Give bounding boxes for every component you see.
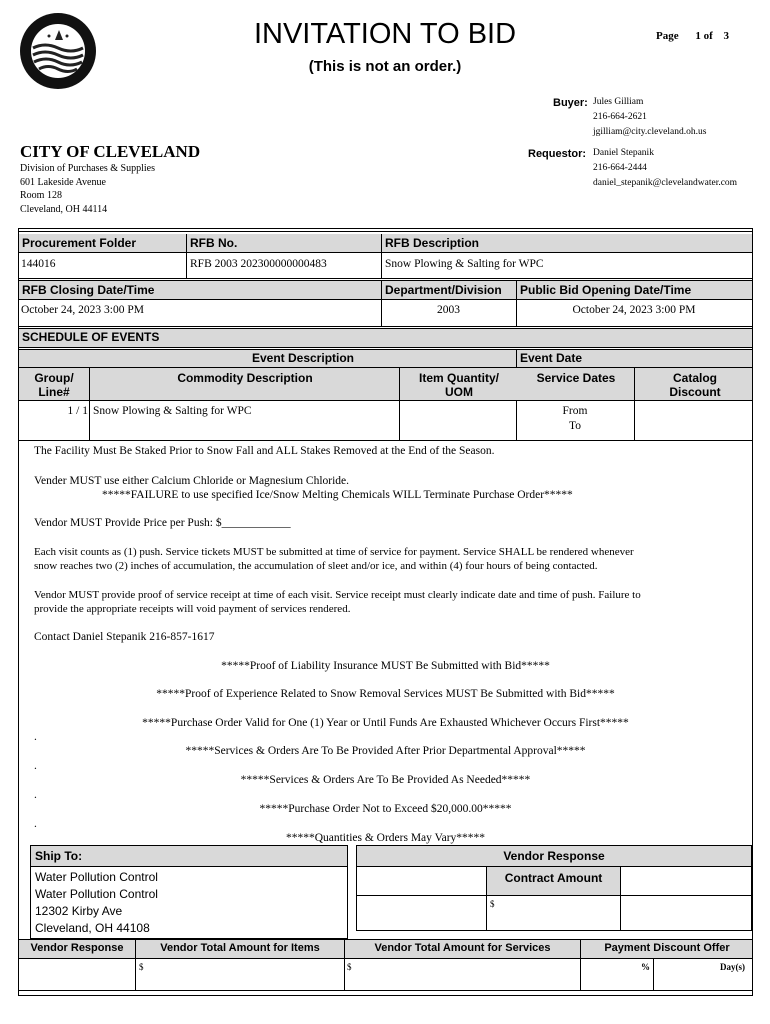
col-qty: Item Quantity/ UOM — [418, 371, 499, 399]
note-dot-2: . — [34, 760, 37, 772]
col-vendor-items: Vendor Total Amount for Items — [160, 942, 320, 954]
note-contact: Contact Daniel Stepanik 216-857-1617 — [34, 631, 215, 643]
requestor-email[interactable]: daniel_stepanik@clevelandwater.com — [593, 178, 738, 188]
buyer-name: Jules Gilliam — [593, 97, 644, 107]
col-commodity: Commodity Description — [177, 371, 313, 385]
col-service: Service Dates — [536, 371, 616, 385]
note-as-needed: *****Services & Orders Are To Be Provided As Needed***** — [240, 774, 531, 786]
ship-to-line-3: 12302 Kirby Ave — [35, 904, 123, 918]
col-payment-discount: Payment Discount Offer — [604, 942, 730, 954]
schedule-label: SCHEDULE OF EVENTS — [22, 330, 160, 344]
ship-to-line-2: Water Pollution Control — [35, 887, 158, 901]
document-title: INVITATION TO BID — [253, 18, 517, 50]
vendor-response-title: Vendor Response — [503, 849, 605, 863]
note-visit-2: snow reaches two (2) inches of accumulation, the accumulation of sleet and/or ice, and within (4) four hours of being contacted. — [34, 560, 598, 572]
dept-value: 2003 — [437, 304, 460, 316]
requestor-name: Daniel Stepanik — [593, 148, 654, 158]
note-experience: *****Proof of Experience Related to Snow Removal Services MUST Be Submitted with Bid***** — [156, 688, 615, 700]
note-dot-3: . — [34, 789, 37, 801]
rfb-no-value: RFB 2003 202300000000483 — [190, 258, 327, 270]
contract-amount-input[interactable] — [500, 897, 618, 927]
page-total: 3 — [723, 30, 730, 42]
items-amount-input[interactable] — [148, 960, 342, 989]
note-failure: *****FAILURE to use specified Ice/Snow Melting Chemicals WILL Terminate Purchase Order***** — [102, 489, 573, 501]
dept-label: Department/Division — [385, 283, 502, 297]
note-liability: *****Proof of Liability Insurance MUST Be Submitted with Bid***** — [221, 660, 550, 672]
vendor-response-input[interactable] — [20, 960, 134, 989]
page-indicator — [656, 30, 729, 42]
event-date-label: Event Date — [520, 351, 583, 365]
row-from: From — [562, 405, 588, 417]
note-proof-2: provide the appropriate receipts will void payment of services rendered. — [34, 603, 351, 615]
procurement-folder-label: Procurement Folder — [22, 236, 137, 250]
buyer-contact — [593, 95, 706, 140]
discount-days-input[interactable] — [655, 960, 717, 989]
note-chemicals: Vender MUST use either Calcium Chloride or Magnesium Chloride. — [34, 475, 350, 487]
col-group: Group/ Line# — [34, 371, 74, 399]
note-proof-1: Vendor MUST provide proof of service receipt at time of each visit. Service receipt must clearly indicate date and time of push. Failure to — [34, 589, 641, 601]
org-name: CITY OF CLEVELAND — [20, 142, 201, 161]
ship-to-label: Ship To: — [35, 849, 83, 863]
ship-to-line-1: Water Pollution Control — [35, 870, 158, 884]
services-amount-input[interactable] — [356, 960, 578, 989]
note-quantities: *****Quantities & Orders May Vary***** — [285, 832, 486, 844]
requestor-phone: 216-664-2444 — [593, 163, 647, 173]
contract-amount-label: Contract Amount — [504, 871, 603, 885]
page-label: Page — [656, 30, 679, 42]
org-street: 601 Lakeside Avenue — [20, 176, 106, 188]
event-desc-label: Event Description — [251, 351, 355, 365]
discount-percent-unit: % — [641, 962, 650, 972]
note-price-per-push: Vendor MUST Provide Price per Push: $____________ — [34, 517, 291, 529]
buyer-email[interactable]: jgilliam@city.cleveland.oh.us — [593, 127, 707, 137]
discount-days-unit: Day(s) — [720, 962, 745, 972]
procurement-folder-value: 144016 — [21, 258, 56, 270]
rfb-desc-label: RFB Description — [385, 236, 480, 250]
buyer-phone: 216-664-2621 — [593, 112, 647, 122]
requestor-contact — [593, 146, 737, 191]
note-dot-4: . — [34, 818, 37, 830]
rfb-desc-value: Snow Plowing & Salting for WPC — [385, 258, 544, 270]
col-vendor-services: Vendor Total Amount for Services — [374, 942, 551, 954]
rfb-no-label: RFB No. — [190, 236, 238, 250]
closing-label: RFB Closing Date/Time — [22, 283, 155, 297]
page-number: 1 — [695, 30, 701, 42]
col-vendor-response: Vendor Response — [30, 942, 124, 954]
buyer-label: Buyer: — [553, 97, 588, 109]
note-dot-1: . — [34, 731, 37, 743]
note-po-valid: *****Purchase Order Valid for One (1) Year or Until Funds Are Exhausted Whichever Occurs First***** — [142, 717, 629, 729]
opening-value: October 24, 2023 3:00 PM — [572, 304, 696, 316]
note-visit-1: Each visit counts as (1) push. Service tickets MUST be submitted at time of service for payment. Service SHALL be rendered whenever — [34, 546, 634, 558]
row-to: To — [569, 420, 581, 432]
services-currency: $ — [347, 962, 352, 972]
requestor-label: Requestor: — [528, 148, 587, 160]
note-stakes: The Facility Must Be Staked Prior to Snow Fall and ALL Stakes Removed at the End of the Season. — [34, 445, 495, 457]
ship-to-line-4: Cleveland, OH 44108 — [35, 921, 150, 935]
contract-amount-currency: $ — [490, 899, 495, 909]
row-group: 1 / 1 — [67, 405, 88, 417]
closing-value: October 24, 2023 3:00 PM — [21, 304, 144, 316]
org-room: Room 128 — [20, 190, 62, 201]
org-city: Cleveland, OH 44114 — [20, 203, 108, 215]
document-subtitle: (This is not an order.) — [308, 58, 462, 75]
row-commodity: Snow Plowing & Salting for WPC — [93, 405, 252, 417]
note-prior-approval: *****Services & Orders Are To Be Provided After Prior Departmental Approval***** — [185, 745, 586, 757]
page-of: of — [703, 30, 713, 42]
org-division: Division of Purchases & Supplies — [20, 163, 155, 174]
note-not-exceed: *****Purchase Order Not to Exceed $20,000.00***** — [259, 803, 512, 815]
opening-label: Public Bid Opening Date/Time — [520, 283, 692, 297]
col-catalog: Catalog Discount — [669, 371, 721, 399]
ship-to-address — [35, 869, 158, 937]
items-currency: $ — [139, 962, 144, 972]
discount-percent-input[interactable] — [582, 960, 638, 989]
org-address — [20, 162, 155, 216]
